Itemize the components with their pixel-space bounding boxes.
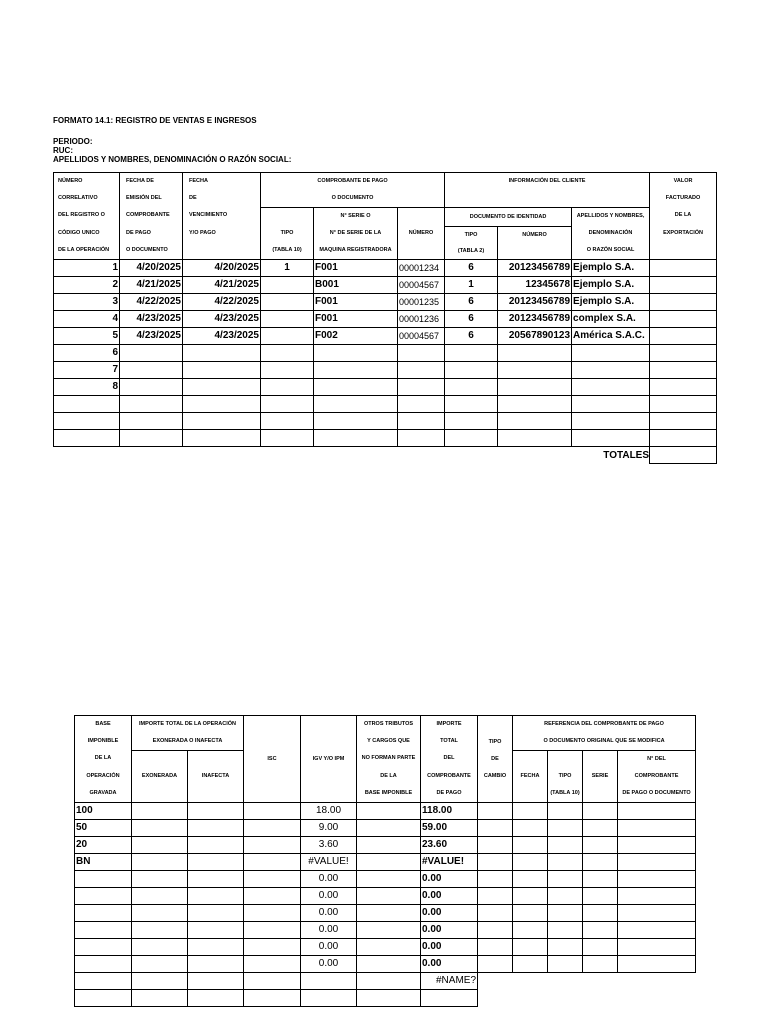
page-title: FORMATO 14.1: REGISTRO DE VENTAS E INGRESOS: [53, 116, 257, 125]
exonerada-cell: [132, 905, 188, 922]
doc-tipo-cell: [445, 396, 498, 413]
header-ref-serie: SERIE: [583, 751, 618, 803]
base-imponible-cell: [75, 888, 132, 905]
igv-cell: 0.00: [301, 905, 357, 922]
ref-numero-cell: [618, 905, 696, 922]
fecha-emision-cell: [120, 379, 183, 396]
table-row: [75, 854, 696, 871]
ref-serie-cell: [583, 888, 618, 905]
isc-cell: [244, 854, 301, 871]
valor-exportacion-cell: [650, 345, 717, 362]
otros-tributos-cell: [357, 922, 421, 939]
header-exonerada: EXONERADA: [132, 751, 188, 803]
inafecta-cell: [188, 888, 244, 905]
table-row: [54, 260, 717, 277]
isc-cell: [244, 922, 301, 939]
header-isc: ISC: [244, 716, 301, 803]
ref-numero-cell: [618, 820, 696, 837]
importe-total-cell: 0.00: [421, 956, 478, 973]
doc-numero-cell: 20567890123: [498, 328, 572, 345]
table-row: [54, 345, 717, 362]
header-igv: IGV Y/O IPM: [301, 716, 357, 803]
row-number-cell: [54, 413, 120, 430]
table-row: [54, 396, 717, 413]
tipo-comprobante-cell: [261, 311, 314, 328]
header-otros-tributos: OTROS TRIBUTOS Y CARGOS QUE NO FORMAN PARTE DE LA BASE IMPONIBLE: [357, 716, 421, 803]
header-base-imponible: BASE IMPONIBLE DE LA OPERACIÓN GRAVADA: [75, 716, 132, 803]
ref-serie-cell: [583, 854, 618, 871]
numero-cell: [398, 396, 445, 413]
doc-tipo-cell: [445, 430, 498, 447]
fecha-emision-cell: 4/21/2025: [120, 277, 183, 294]
ref-fecha-cell: [513, 803, 548, 820]
igv-cell: 9.00: [301, 820, 357, 837]
table-row: [75, 922, 696, 939]
importe-total-cell: #VALUE!: [421, 854, 478, 871]
serie-cell: F001: [314, 260, 398, 277]
razon-social-label: APELLIDOS Y NOMBRES, DENOMINACIÓN O RAZÓN SOCIAL:: [53, 155, 292, 164]
exonerada-cell: [132, 939, 188, 956]
ref-tipo-cell: [548, 888, 583, 905]
inafecta-cell: [188, 837, 244, 854]
fecha-vencimiento-cell: 4/20/2025: [183, 260, 261, 277]
header-serie: N° SERIE O N° DE SERIE DE LA MAQUINA REGISTRADORA: [314, 208, 398, 260]
igv-cell: 18.00: [301, 803, 357, 820]
base-imponible-cell: [75, 922, 132, 939]
importe-total-cell: 0.00: [421, 888, 478, 905]
ref-serie-cell: [583, 871, 618, 888]
table-row: [75, 888, 696, 905]
ref-numero-cell: [618, 939, 696, 956]
valor-exportacion-cell: [650, 379, 717, 396]
exonerada-cell: [132, 854, 188, 871]
serie-cell: [314, 379, 398, 396]
ref-numero-cell: [618, 888, 696, 905]
tipo-cambio-cell: [478, 888, 513, 905]
isc-cell: [244, 905, 301, 922]
fecha-emision-cell: [120, 396, 183, 413]
razon-social-cell: complex S.A.: [572, 311, 650, 328]
fecha-vencimiento-cell: [183, 362, 261, 379]
header-apellidos: APELLIDOS Y NOMBRES, DENOMINACIÓN O RAZÓN SOCIAL: [572, 208, 650, 260]
row-number-cell: 5: [54, 328, 120, 345]
table-row: [75, 837, 696, 854]
tipo-comprobante-cell: 1: [261, 260, 314, 277]
otros-tributos-cell: [357, 871, 421, 888]
fecha-emision-cell: 4/23/2025: [120, 328, 183, 345]
fecha-vencimiento-cell: 4/22/2025: [183, 294, 261, 311]
ref-fecha-cell: [513, 922, 548, 939]
inafecta-cell: [188, 820, 244, 837]
otros-tributos-cell: [357, 837, 421, 854]
ref-serie-cell: [583, 820, 618, 837]
exonerada-cell: [132, 803, 188, 820]
numero-cell: 00004567: [398, 277, 445, 294]
table-row: [75, 820, 696, 837]
isc-cell: [244, 939, 301, 956]
razon-social-cell: América S.A.C.: [572, 328, 650, 345]
row-number-cell: 6: [54, 345, 120, 362]
doc-numero-cell: [498, 345, 572, 362]
tipo-comprobante-cell: [261, 430, 314, 447]
tipo-cambio-cell: [478, 854, 513, 871]
otros-tributos-cell: [357, 820, 421, 837]
isc-cell: [244, 837, 301, 854]
header-info-cliente: INFORMACIÓN DEL CLIENTE: [445, 173, 650, 208]
exonerada-cell: [132, 871, 188, 888]
ruc-label: RUC:: [53, 146, 73, 155]
otros-tributos-cell: [357, 803, 421, 820]
igv-cell: 0.00: [301, 939, 357, 956]
igv-cell: #VALUE!: [301, 854, 357, 871]
header-importe-total: IMPORTE TOTAL DEL COMPROBANTE DE PAGO: [421, 716, 478, 803]
ref-fecha-cell: [513, 939, 548, 956]
table-row: [54, 328, 717, 345]
tipo-cambio-cell: [478, 939, 513, 956]
inafecta-cell: [188, 922, 244, 939]
doc-numero-cell: [498, 430, 572, 447]
exonerada-cell: [132, 837, 188, 854]
table-row: [75, 871, 696, 888]
fecha-emision-cell: 4/22/2025: [120, 294, 183, 311]
otros-tributos-cell: [357, 905, 421, 922]
razon-social-cell: [572, 396, 650, 413]
ref-serie-cell: [583, 939, 618, 956]
header-inafecta: INAFECTA: [188, 751, 244, 803]
isc-cell: [244, 871, 301, 888]
tipo-cambio-cell: [478, 803, 513, 820]
doc-tipo-cell: 6: [445, 328, 498, 345]
razon-social-cell: [572, 362, 650, 379]
importe-total-cell: 0.00: [421, 922, 478, 939]
igv-cell: 0.00: [301, 888, 357, 905]
table-row: [75, 939, 696, 956]
doc-numero-cell: 20123456789: [498, 260, 572, 277]
importe-total-cell: 59.00: [421, 820, 478, 837]
ref-numero-cell: [618, 837, 696, 854]
row-number-cell: 4: [54, 311, 120, 328]
inafecta-cell: [188, 803, 244, 820]
doc-tipo-cell: [445, 345, 498, 362]
fecha-vencimiento-cell: [183, 345, 261, 362]
otros-tributos-cell: [357, 956, 421, 973]
exonerada-cell: [132, 922, 188, 939]
doc-numero-cell: [498, 379, 572, 396]
ref-tipo-cell: [548, 956, 583, 973]
ref-tipo-cell: [548, 837, 583, 854]
ref-serie-cell: [583, 956, 618, 973]
ref-fecha-cell: [513, 905, 548, 922]
fecha-emision-cell: 4/20/2025: [120, 260, 183, 277]
ref-numero-cell: [618, 922, 696, 939]
numero-cell: [398, 430, 445, 447]
numero-cell: 00001234: [398, 260, 445, 277]
valor-exportacion-cell: [650, 311, 717, 328]
serie-cell: [314, 362, 398, 379]
ref-tipo-cell: [548, 922, 583, 939]
header-ref-fecha: FECHA: [513, 751, 548, 803]
tipo-comprobante-cell: [261, 294, 314, 311]
ref-fecha-cell: [513, 837, 548, 854]
fecha-vencimiento-cell: 4/23/2025: [183, 311, 261, 328]
header-ref-tipo: TIPO (TABLA 10): [548, 751, 583, 803]
tipo-cambio-cell: [478, 922, 513, 939]
serie-cell: F001: [314, 311, 398, 328]
ref-tipo-cell: [548, 820, 583, 837]
igv-cell: 0.00: [301, 956, 357, 973]
doc-numero-cell: [498, 396, 572, 413]
ventas-table: [53, 172, 717, 464]
ref-fecha-cell: [513, 956, 548, 973]
header-ref-ndel: N° DEL COMPROBANTE DE PAGO O DOCUMENTO: [618, 751, 696, 803]
header-valor-exportacion: VALOR FACTURADO DE LA EXPORTACIÓN: [650, 173, 717, 260]
valor-exportacion-cell: [650, 294, 717, 311]
doc-numero-cell: 20123456789: [498, 311, 572, 328]
name-error-cell: #NAME?: [421, 973, 478, 990]
importe-total-cell: 0.00: [421, 905, 478, 922]
fecha-vencimiento-cell: [183, 379, 261, 396]
tributos-table: [74, 715, 696, 1007]
razon-social-cell: [572, 379, 650, 396]
tipo-comprobante-cell: [261, 379, 314, 396]
fecha-vencimiento-cell: 4/23/2025: [183, 328, 261, 345]
otros-tributos-cell: [357, 888, 421, 905]
header-numero: NÚMERO: [398, 208, 445, 260]
header-importe-exonerada: IMPORTE TOTAL DE LA OPERACIÓN EXONERADA O INAFECTA: [132, 716, 244, 751]
table-row: [54, 277, 717, 294]
razon-social-cell: [572, 430, 650, 447]
header-doc-identidad: DOCUMENTO DE IDENTIDAD TIPO (TABLA 2) NÚMERO: [445, 208, 572, 260]
inafecta-cell: [188, 939, 244, 956]
ref-fecha-cell: [513, 854, 548, 871]
numero-cell: 00001235: [398, 294, 445, 311]
base-imponible-cell: [75, 956, 132, 973]
header-doc-numero: NÚMERO: [522, 231, 547, 238]
valor-exportacion-cell: [650, 430, 717, 447]
isc-cell: [244, 820, 301, 837]
tipo-comprobante-cell: [261, 328, 314, 345]
fecha-vencimiento-cell: [183, 413, 261, 430]
fecha-vencimiento-cell: [183, 430, 261, 447]
header-referencia: REFERENCIA DEL COMPROBANTE DE PAGO O DOCUMENTO ORIGINAL QUE SE MODIFICA: [513, 716, 696, 751]
valor-exportacion-cell: [650, 328, 717, 345]
table-row: [54, 362, 717, 379]
table-row: [54, 430, 717, 447]
fecha-emision-cell: [120, 430, 183, 447]
igv-cell: 3.60: [301, 837, 357, 854]
header-tipo-cambio: TIPO DE CAMBIO: [478, 716, 513, 803]
ref-numero-cell: [618, 803, 696, 820]
row-number-cell: 8: [54, 379, 120, 396]
ref-tipo-cell: [548, 939, 583, 956]
ref-tipo-cell: [548, 905, 583, 922]
inafecta-cell: [188, 956, 244, 973]
isc-cell: [244, 956, 301, 973]
razon-social-cell: [572, 345, 650, 362]
periodo-label: PERIODO:: [53, 137, 93, 146]
ref-serie-cell: [583, 905, 618, 922]
importe-total-cell: 23.60: [421, 837, 478, 854]
razon-social-cell: [572, 413, 650, 430]
tipo-comprobante-cell: [261, 396, 314, 413]
igv-cell: 0.00: [301, 922, 357, 939]
header-fecha-vencimiento: FECHA DE VENCIMIENTO Y/O PAGO: [183, 173, 261, 260]
doc-tipo-cell: 1: [445, 277, 498, 294]
isc-cell: [244, 888, 301, 905]
numero-cell: [398, 379, 445, 396]
ref-serie-cell: [583, 803, 618, 820]
tipo-comprobante-cell: [261, 413, 314, 430]
row-number-cell: 7: [54, 362, 120, 379]
tipo-cambio-cell: [478, 837, 513, 854]
doc-tipo-cell: 6: [445, 294, 498, 311]
doc-numero-cell: 20123456789: [498, 294, 572, 311]
valor-exportacion-cell: [650, 413, 717, 430]
fecha-emision-cell: [120, 413, 183, 430]
base-imponible-cell: [75, 871, 132, 888]
table-row: [75, 956, 696, 973]
exonerada-cell: [132, 888, 188, 905]
tipo-comprobante-cell: [261, 345, 314, 362]
tipo-cambio-cell: [478, 871, 513, 888]
exonerada-cell: [132, 956, 188, 973]
ref-fecha-cell: [513, 888, 548, 905]
razon-social-cell: Ejemplo S.A.: [572, 277, 650, 294]
tipo-cambio-cell: [478, 956, 513, 973]
otros-tributos-cell: [357, 939, 421, 956]
fecha-vencimiento-cell: [183, 396, 261, 413]
base-imponible-cell: [75, 905, 132, 922]
ref-fecha-cell: [513, 820, 548, 837]
ref-serie-cell: [583, 837, 618, 854]
igv-cell: 0.00: [301, 871, 357, 888]
tipo-cambio-cell: [478, 820, 513, 837]
serie-cell: [314, 430, 398, 447]
numero-cell: [398, 345, 445, 362]
row-number-cell: 1: [54, 260, 120, 277]
fecha-emision-cell: [120, 362, 183, 379]
ref-tipo-cell: [548, 854, 583, 871]
doc-numero-cell: 12345678: [498, 277, 572, 294]
ref-tipo-cell: [548, 803, 583, 820]
doc-tipo-cell: 6: [445, 311, 498, 328]
inafecta-cell: [188, 854, 244, 871]
ref-fecha-cell: [513, 871, 548, 888]
fecha-vencimiento-cell: 4/21/2025: [183, 277, 261, 294]
inafecta-cell: [188, 871, 244, 888]
doc-numero-cell: [498, 413, 572, 430]
isc-cell: [244, 803, 301, 820]
fecha-emision-cell: 4/23/2025: [120, 311, 183, 328]
serie-cell: F001: [314, 294, 398, 311]
table-row: [54, 413, 717, 430]
header-doc-tipo: TIPO (TABLA 2): [445, 227, 498, 259]
base-imponible-cell: 20: [75, 837, 132, 854]
table-row: [54, 294, 717, 311]
inafecta-cell: [188, 905, 244, 922]
ref-tipo-cell: [548, 871, 583, 888]
ref-numero-cell: [618, 871, 696, 888]
row-number-cell: 2: [54, 277, 120, 294]
numero-cell: 00001236: [398, 311, 445, 328]
serie-cell: [314, 413, 398, 430]
valor-exportacion-cell: [650, 396, 717, 413]
razon-social-cell: Ejemplo S.A.: [572, 260, 650, 277]
totales-value: [650, 447, 717, 464]
doc-tipo-cell: 6: [445, 260, 498, 277]
tipo-comprobante-cell: [261, 362, 314, 379]
fecha-emision-cell: [120, 345, 183, 362]
base-imponible-cell: [75, 939, 132, 956]
row-number-cell: [54, 430, 120, 447]
totales-label: TOTALES: [603, 449, 650, 461]
base-imponible-cell: BN: [75, 854, 132, 871]
otros-tributos-cell: [357, 854, 421, 871]
importe-total-cell: 0.00: [421, 871, 478, 888]
row-number-cell: [54, 396, 120, 413]
tipo-cambio-cell: [478, 905, 513, 922]
doc-tipo-cell: [445, 379, 498, 396]
doc-numero-cell: [498, 362, 572, 379]
serie-cell: B001: [314, 277, 398, 294]
serie-cell: [314, 396, 398, 413]
doc-tipo-cell: [445, 413, 498, 430]
table-row: [54, 311, 717, 328]
exonerada-cell: [132, 820, 188, 837]
valor-exportacion-cell: [650, 362, 717, 379]
numero-cell: 00004567: [398, 328, 445, 345]
table-row: [54, 379, 717, 396]
table-row: [75, 905, 696, 922]
base-imponible-cell: 50: [75, 820, 132, 837]
ref-numero-cell: [618, 854, 696, 871]
valor-exportacion-cell: [650, 260, 717, 277]
header-tipo-tabla10: TIPO (TABLA 10): [261, 208, 314, 260]
razon-social-cell: Ejemplo S.A.: [572, 294, 650, 311]
numero-cell: [398, 362, 445, 379]
serie-cell: F002: [314, 328, 398, 345]
importe-total-cell: 118.00: [421, 803, 478, 820]
ref-numero-cell: [618, 956, 696, 973]
ref-serie-cell: [583, 922, 618, 939]
row-number-cell: 3: [54, 294, 120, 311]
tipo-comprobante-cell: [261, 277, 314, 294]
doc-tipo-cell: [445, 362, 498, 379]
serie-cell: [314, 345, 398, 362]
numero-cell: [398, 413, 445, 430]
table-row: [75, 803, 696, 820]
header-comprobante: COMPROBANTE DE PAGO O DOCUMENTO: [261, 173, 445, 208]
header-fecha-emision: FECHA DE EMISIÓN DEL COMPROBANTE DE PAGO O DOCUMENTO: [120, 173, 183, 260]
valor-exportacion-cell: [650, 277, 717, 294]
base-imponible-cell: 100: [75, 803, 132, 820]
importe-total-cell: 0.00: [421, 939, 478, 956]
header-num-correlativo: NÚMERO CORRELATIVO DEL REGISTRO O CÓDIGO UNICO DE LA OPERACIÓN: [54, 173, 120, 260]
